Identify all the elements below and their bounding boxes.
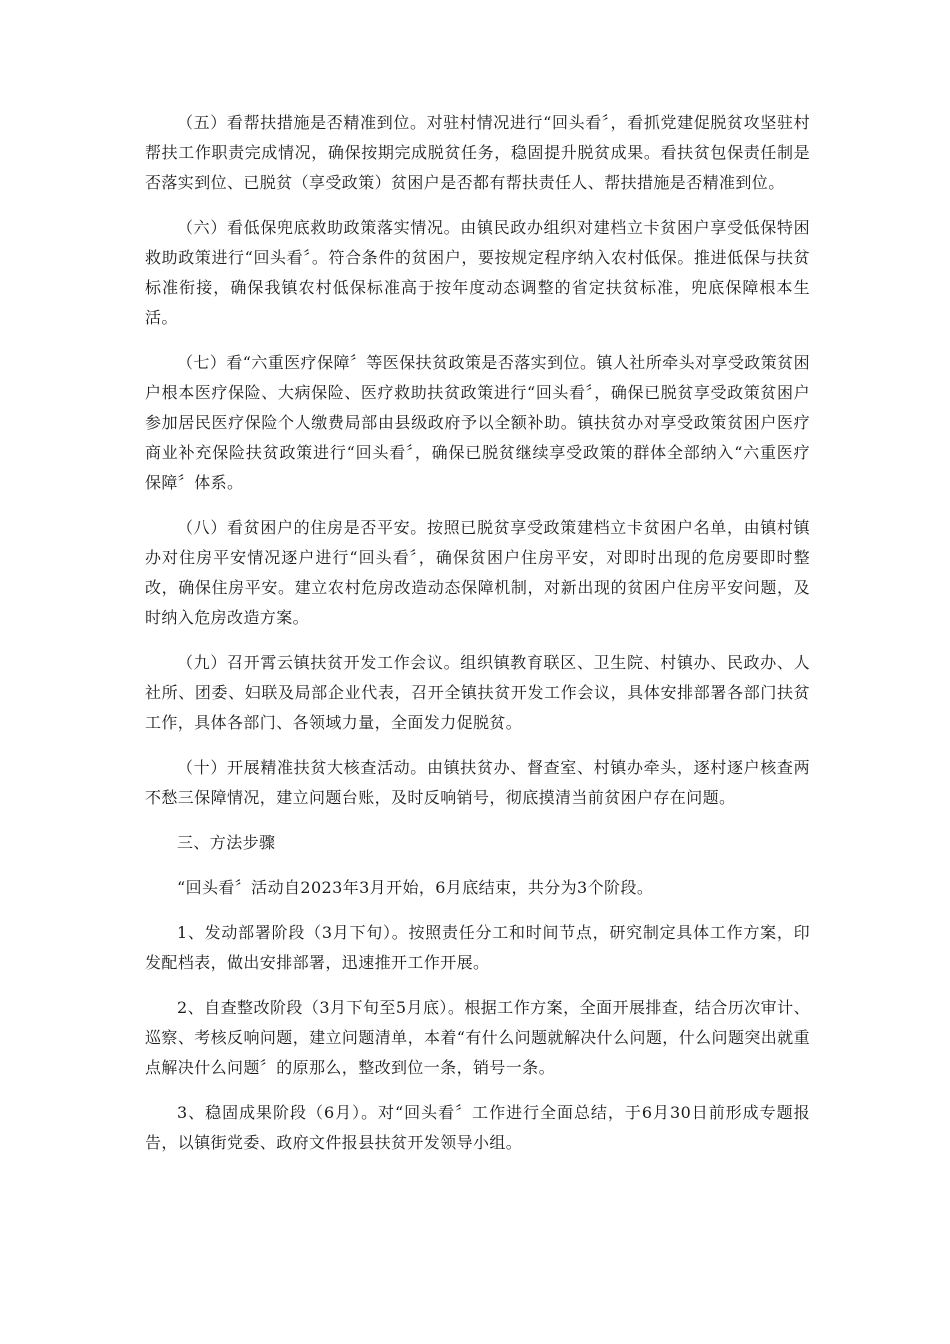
- paragraph-measure-10: （十）开展精准扶贫大核查活动。由镇扶贫办、督查室、村镇办牵头，逐村逐户核查两不愁三保障情况，建立问题台账，及时反响销号，彻底摸清当前贫困户存在问题。: [145, 758, 810, 807]
- paragraph-stage-1: 1、发动部署阶段（3月下旬）。按照责任分工和时间节点，研究制定具体工作方案，印发配档表，做出安排部署，迅速推开工作开展。: [145, 923, 810, 972]
- paragraph-gap: [145, 1083, 810, 1098]
- paragraph-measure-8: （八）看贫困户的住房是否平安。按照已脱贫享受政策建档立卡贫困户名单，由镇村镇办对住房平安情况逐户进行“回头看〞，确保贫困户住房平安，对即时出现的危房要即时整改，确保住房平安。建立农村危房改造动态保障机制，对新出现的贫困户住房平安问题，及时纳入危房改造方案。: [145, 518, 810, 627]
- paragraph-measure-9: （九）召开霄云镇扶贫开发工作会议。组织镇教育联区、卫生院、村镇办、民政办、人社所、团委、妇联及局部企业代表，召开全镇扶贫开发工作会议，具体安排部署各部门扶贫工作，具体各部门、各领域力量，全面发力促脱贫。: [145, 653, 810, 732]
- paragraph-measure-5: （五）看帮扶措施是否精准到位。对驻村情况进行“回头看〞，看抓党建促脱贫攻坚驻村帮扶工作职责完成情况，确保按期完成脱贫任务，稳固提升脱贫成果。看扶贫包保责任制是否落实到位、已脱贫（享受政策）贫困户是否都有帮扶责任人、帮扶措施是否精准到位。: [145, 113, 810, 192]
- paragraph-stage-2: 2、自查整改阶段（3月下旬至5月底）。根据工作方案，全面开展排查，结合历次审计、巡察、考核反响问题，建立问题清单，本着“有什么问题就解决什么问题，什么问题突出就重点解决什么问题〞的原那么，整改到位一条，销号一条。: [145, 998, 810, 1077]
- paragraph-stage-3: 3、稳固成果阶段（6月）。对“回头看〞工作进行全面总结，于6月30日前形成专题报告，以镇街党委、政府文件报县扶贫开发领导小组。: [145, 1103, 810, 1152]
- paragraph-gap: [145, 978, 810, 993]
- paragraph-gap: [145, 903, 810, 918]
- paragraph-gap: [145, 858, 810, 873]
- paragraph-gap: [145, 633, 810, 648]
- paragraph-measure-7: （七）看“六重医疗保障〞等医保扶贫政策是否落实到位。镇人社所牵头对享受政策贫困户根本医疗保险、大病保险、医疗救助扶贫政策进行“回头看〞，确保已脱贫享受政策贫困户参加居民医疗保险个人缴费局部由县级政府予以全额补助。镇扶贫办对享受政策贫困户医疗商业补充保险扶贫政策进行“回头看〞，确保已脱贫继续享受政策的群体全部纳入“六重医疗保障〞体系。: [145, 353, 810, 492]
- paragraph-gap: [145, 738, 810, 753]
- paragraph-measure-6: （六）看低保兜底救助政策落实情况。由镇民政办组织对建档立卡贫困户享受低保特困救助政策进行“回头看〞。符合条件的贫困户，要按规定程序纳入农村低保。推进低保与扶贫标准衔接，确保我镇农村低保标准高于按年度动态调整的省定扶贫标准，兜底保障根本生活。: [145, 218, 810, 327]
- paragraph-gap: [145, 333, 810, 348]
- paragraph-gap: [145, 198, 810, 213]
- paragraph-gap: [145, 498, 810, 513]
- section-heading-methods: 三、方法步骤: [177, 833, 276, 852]
- document-page: [145, 108, 810, 1158]
- paragraph-timeline: “回头看〞活动自2023年3月开始，6月底结束，共分为3个阶段。: [177, 878, 654, 897]
- paragraph-gap: [145, 813, 810, 828]
